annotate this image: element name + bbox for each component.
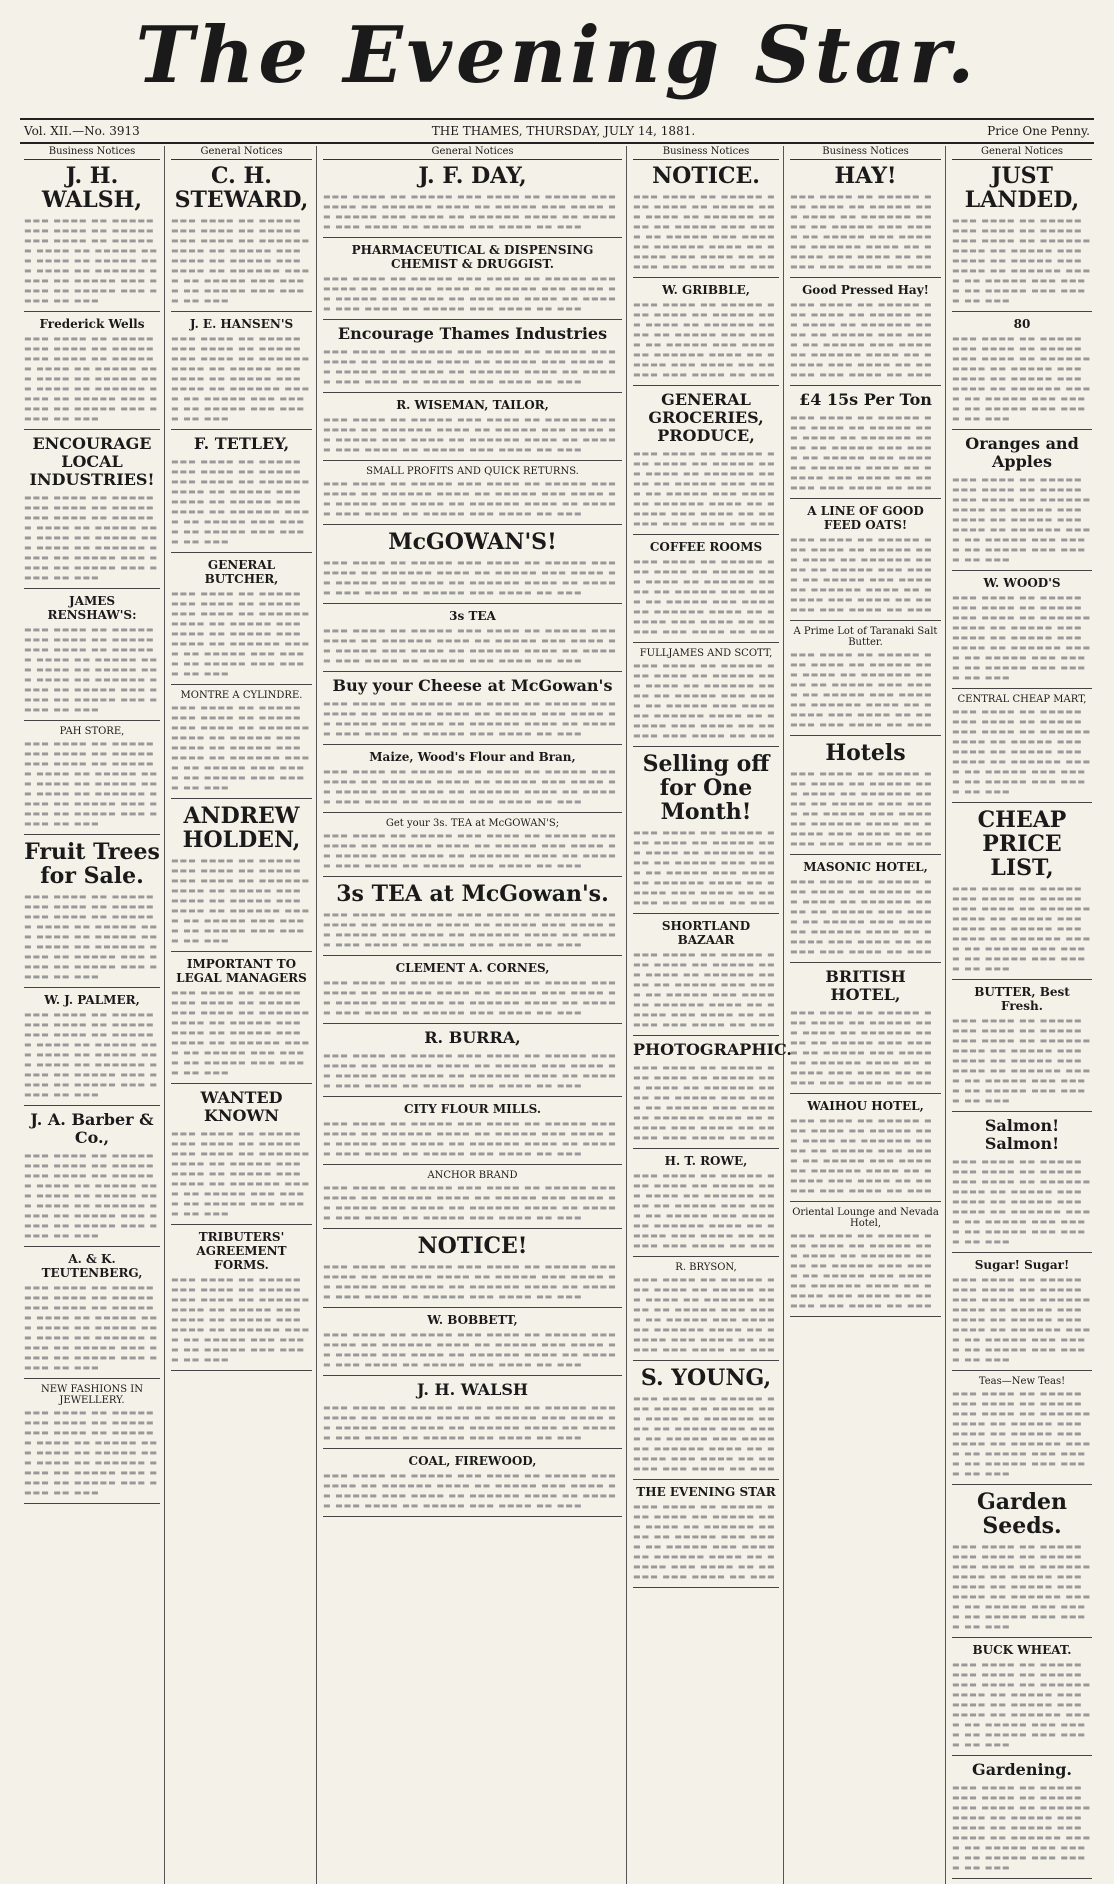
- divider: [952, 688, 1092, 689]
- ad-headline: GENERAL BUTCHER,: [204, 558, 279, 586]
- newspaper-title: The Evening Star.: [135, 10, 979, 101]
- ad-headline: BUCK WHEAT.: [972, 1643, 1072, 1657]
- divider: [24, 1105, 160, 1106]
- ad-headline: R. BURRA,: [424, 1028, 521, 1047]
- ad-body-text: ▬▬▬ ▬▬▬▬ ▬▬ ▬▬▬▬▬ ▬▬▬ ▬▬▬▬ ▬▬ ▬▬▬▬▬ ▬▬▬ ▬▬▬▬ ▬▬ ▬▬▬▬▬▬ ▬▬▬▬ ▬▬ ▬▬▬▬▬ ▬▬▬ ▬▬▬▬ ▬▬ ▬▬▬▬▬ ▬▬▬ ▬▬▬▬ ▬▬ ▬▬▬▬▬▬ ▬▬▬▬ ▬▬ ▬▬▬▬▬ ▬▬▬ ▬▬▬▬ ▬▬ ▬▬▬▬▬ ▬▬▬ ▬▬▬▬ ▬▬ ▬▬▬: [323, 1471, 617, 1510]
- divider: [790, 1316, 941, 1317]
- divider: [171, 684, 312, 685]
- divider: [323, 524, 622, 525]
- ad-headline: Garden Seeds.: [976, 1489, 1067, 1539]
- divider: [171, 798, 312, 799]
- ad-body-text: ▬▬▬ ▬▬▬▬ ▬▬ ▬▬▬▬▬ ▬▬▬ ▬▬▬▬ ▬▬ ▬▬▬▬▬ ▬▬▬ ▬▬▬▬ ▬▬ ▬▬▬▬▬▬ ▬▬▬▬ ▬▬ ▬▬▬▬▬ ▬▬▬ ▬▬▬▬ ▬▬ ▬▬▬▬▬ ▬▬▬ ▬▬▬▬ ▬▬ ▬▬▬▬▬▬ ▬▬▬▬ ▬▬ ▬▬▬▬▬ ▬▬▬ ▬▬▬▬ ▬▬ ▬▬▬▬▬ ▬▬▬ ▬▬▬▬ ▬▬ ▬▬▬: [24, 739, 158, 828]
- ad-body-text: ▬▬▬ ▬▬▬▬ ▬▬ ▬▬▬▬▬ ▬▬▬ ▬▬▬▬ ▬▬ ▬▬▬▬▬ ▬▬▬ ▬▬▬▬ ▬▬ ▬▬▬▬▬▬ ▬▬▬▬ ▬▬ ▬▬▬▬▬ ▬▬▬ ▬▬▬▬ ▬▬ ▬▬▬▬▬ ▬▬▬ ▬▬▬▬ ▬▬ ▬▬▬▬▬▬ ▬▬▬▬ ▬▬ ▬▬▬▬▬ ▬▬▬ ▬▬▬▬ ▬▬ ▬▬▬▬▬ ▬▬▬ ▬▬▬▬ ▬▬ ▬▬▬: [323, 831, 617, 870]
- divider: [323, 1516, 622, 1517]
- ad-body-text: ▬▬▬ ▬▬▬▬ ▬▬ ▬▬▬▬▬ ▬▬▬ ▬▬▬▬ ▬▬ ▬▬▬▬▬ ▬▬▬ ▬▬▬▬ ▬▬ ▬▬▬▬▬▬ ▬▬▬▬ ▬▬ ▬▬▬▬▬ ▬▬▬ ▬▬▬▬ ▬▬ ▬▬▬▬▬ ▬▬▬ ▬▬▬▬ ▬▬ ▬▬▬▬▬▬ ▬▬▬▬ ▬▬ ▬▬▬▬▬ ▬▬▬ ▬▬▬▬ ▬▬ ▬▬▬▬▬ ▬▬▬ ▬▬▬▬ ▬▬ ▬▬▬: [790, 1008, 933, 1087]
- divider: [171, 311, 312, 312]
- ad-body-text: ▬▬▬ ▬▬▬▬ ▬▬ ▬▬▬▬▬ ▬▬▬ ▬▬▬▬ ▬▬ ▬▬▬▬▬ ▬▬▬ ▬▬▬▬ ▬▬ ▬▬▬▬▬▬ ▬▬▬▬ ▬▬ ▬▬▬▬▬ ▬▬▬ ▬▬▬▬ ▬▬ ▬▬▬▬▬ ▬▬▬ ▬▬▬▬ ▬▬ ▬▬▬▬▬▬ ▬▬▬▬ ▬▬ ▬▬▬▬▬ ▬▬▬ ▬▬▬▬ ▬▬ ▬▬▬▬▬ ▬▬▬ ▬▬▬▬ ▬▬ ▬▬▬: [171, 1275, 311, 1364]
- ad-headline: J. H. WALSH: [416, 1380, 528, 1399]
- divider: [323, 1096, 622, 1097]
- ad-headline: Frederick Wells: [39, 317, 145, 331]
- ad-headline: A LINE OF GOOD FEED OATS!: [807, 504, 924, 532]
- divider: [952, 1484, 1092, 1485]
- ad-body-text: ▬▬▬ ▬▬▬▬ ▬▬ ▬▬▬▬▬ ▬▬▬ ▬▬▬▬ ▬▬ ▬▬▬▬▬ ▬▬▬ ▬▬▬▬ ▬▬ ▬▬▬▬▬▬ ▬▬▬▬ ▬▬ ▬▬▬▬▬ ▬▬▬ ▬▬▬▬ ▬▬ ▬▬▬▬▬ ▬▬▬ ▬▬▬▬ ▬▬ ▬▬▬▬▬▬ ▬▬▬▬ ▬▬ ▬▬▬▬▬ ▬▬▬ ▬▬▬▬ ▬▬ ▬▬▬▬▬ ▬▬▬ ▬▬▬▬ ▬▬ ▬▬▬: [323, 274, 617, 313]
- ad-body-text: ▬▬▬ ▬▬▬▬ ▬▬ ▬▬▬▬▬ ▬▬▬ ▬▬▬▬ ▬▬ ▬▬▬▬▬ ▬▬▬ ▬▬▬▬ ▬▬ ▬▬▬▬▬▬ ▬▬▬▬ ▬▬ ▬▬▬▬▬ ▬▬▬ ▬▬▬▬ ▬▬ ▬▬▬▬▬ ▬▬▬ ▬▬▬▬ ▬▬ ▬▬▬▬▬▬ ▬▬▬▬ ▬▬ ▬▬▬▬▬ ▬▬▬ ▬▬▬▬ ▬▬ ▬▬▬▬▬ ▬▬▬ ▬▬▬▬ ▬▬ ▬▬▬: [790, 877, 933, 956]
- ad-headline: BUTTER, Best Fresh.: [974, 985, 1070, 1013]
- ad-body-text: ▬▬▬ ▬▬▬▬ ▬▬ ▬▬▬▬▬ ▬▬▬ ▬▬▬▬ ▬▬ ▬▬▬▬▬ ▬▬▬ ▬▬▬▬ ▬▬ ▬▬▬▬▬▬ ▬▬▬▬ ▬▬ ▬▬▬▬▬ ▬▬▬ ▬▬▬▬ ▬▬ ▬▬▬▬▬ ▬▬▬ ▬▬▬▬ ▬▬ ▬▬▬▬▬▬ ▬▬▬▬ ▬▬ ▬▬▬▬▬ ▬▬▬ ▬▬▬▬ ▬▬ ▬▬▬▬▬ ▬▬▬ ▬▬▬▬ ▬▬ ▬▬▬: [633, 1063, 776, 1142]
- ad-headline: THE EVENING STAR: [636, 1485, 776, 1499]
- ad-body-text: ▬▬▬ ▬▬▬▬ ▬▬ ▬▬▬▬▬ ▬▬▬ ▬▬▬▬ ▬▬ ▬▬▬▬▬ ▬▬▬ ▬▬▬▬ ▬▬ ▬▬▬▬▬▬ ▬▬▬▬ ▬▬ ▬▬▬▬▬ ▬▬▬ ▬▬▬▬ ▬▬ ▬▬▬▬▬ ▬▬▬ ▬▬▬▬ ▬▬ ▬▬▬▬▬▬ ▬▬▬▬ ▬▬ ▬▬▬▬▬ ▬▬▬ ▬▬▬▬ ▬▬ ▬▬▬▬▬ ▬▬▬ ▬▬▬▬ ▬▬ ▬▬▬: [323, 910, 617, 949]
- divider: [790, 854, 941, 855]
- divider: [24, 1378, 160, 1379]
- ad-body-text: ▬▬▬ ▬▬▬▬ ▬▬ ▬▬▬▬▬ ▬▬▬ ▬▬▬▬ ▬▬ ▬▬▬▬▬ ▬▬▬ ▬▬▬▬ ▬▬ ▬▬▬▬▬▬ ▬▬▬▬ ▬▬ ▬▬▬▬▬ ▬▬▬ ▬▬▬▬ ▬▬ ▬▬▬▬▬ ▬▬▬ ▬▬▬▬ ▬▬ ▬▬▬▬▬▬ ▬▬▬▬ ▬▬ ▬▬▬▬▬ ▬▬▬ ▬▬▬▬ ▬▬ ▬▬▬▬▬ ▬▬▬ ▬▬▬▬ ▬▬ ▬▬▬: [790, 535, 933, 614]
- divider: [952, 429, 1092, 430]
- ad-headline: TRIBUTERS' AGREEMENT FORMS.: [196, 1230, 287, 1272]
- ad-body-text: ▬▬▬ ▬▬▬▬ ▬▬ ▬▬▬▬▬ ▬▬▬ ▬▬▬▬ ▬▬ ▬▬▬▬▬ ▬▬▬ ▬▬▬▬ ▬▬ ▬▬▬▬▬▬ ▬▬▬▬ ▬▬ ▬▬▬▬▬ ▬▬▬ ▬▬▬▬ ▬▬ ▬▬▬▬▬ ▬▬▬ ▬▬▬▬ ▬▬ ▬▬▬▬▬▬ ▬▬▬▬ ▬▬ ▬▬▬▬▬ ▬▬▬ ▬▬▬▬ ▬▬ ▬▬▬▬▬ ▬▬▬ ▬▬▬▬ ▬▬ ▬▬▬: [633, 449, 776, 528]
- divider: [952, 1637, 1092, 1638]
- divider: [171, 951, 312, 952]
- column-5: [786, 146, 946, 1884]
- ad-body-text: ▬▬▬ ▬▬▬▬ ▬▬ ▬▬▬▬▬ ▬▬▬ ▬▬▬▬ ▬▬ ▬▬▬▬▬ ▬▬▬ ▬▬▬▬ ▬▬ ▬▬▬▬▬▬ ▬▬▬▬ ▬▬ ▬▬▬▬▬ ▬▬▬ ▬▬▬▬ ▬▬ ▬▬▬▬▬ ▬▬▬ ▬▬▬▬ ▬▬ ▬▬▬▬▬▬ ▬▬▬▬ ▬▬ ▬▬▬▬▬ ▬▬▬ ▬▬▬▬ ▬▬ ▬▬▬▬▬ ▬▬▬ ▬▬▬▬ ▬▬ ▬▬▬: [952, 1660, 1092, 1749]
- ad-body-text: ▬▬▬ ▬▬▬▬ ▬▬ ▬▬▬▬▬ ▬▬▬ ▬▬▬▬ ▬▬ ▬▬▬▬▬ ▬▬▬ ▬▬▬▬ ▬▬ ▬▬▬▬▬▬ ▬▬▬▬ ▬▬ ▬▬▬▬▬ ▬▬▬ ▬▬▬▬ ▬▬ ▬▬▬▬▬ ▬▬▬ ▬▬▬▬ ▬▬ ▬▬▬▬▬▬ ▬▬▬▬ ▬▬ ▬▬▬▬▬ ▬▬▬ ▬▬▬▬ ▬▬ ▬▬▬▬▬ ▬▬▬ ▬▬▬▬ ▬▬ ▬▬▬: [952, 1275, 1092, 1364]
- column-heading: Business Notices: [633, 146, 779, 160]
- divider: [790, 277, 941, 278]
- ad-headline: A Prime Lot of Taranaki Salt Butter.: [793, 626, 938, 648]
- ad-headline: Oriental Lounge and Nevada Hotel,: [792, 1207, 939, 1229]
- ad-body-text: ▬▬▬ ▬▬▬▬ ▬▬ ▬▬▬▬▬ ▬▬▬ ▬▬▬▬ ▬▬ ▬▬▬▬▬ ▬▬▬ ▬▬▬▬ ▬▬ ▬▬▬▬▬▬ ▬▬▬▬ ▬▬ ▬▬▬▬▬ ▬▬▬ ▬▬▬▬ ▬▬ ▬▬▬▬▬ ▬▬▬ ▬▬▬▬ ▬▬ ▬▬▬▬▬▬ ▬▬▬▬ ▬▬ ▬▬▬▬▬ ▬▬▬ ▬▬▬▬ ▬▬ ▬▬▬▬▬ ▬▬▬ ▬▬▬▬ ▬▬ ▬▬▬: [323, 192, 617, 231]
- divider: [323, 1228, 622, 1229]
- ad-body-text: ▬▬▬ ▬▬▬▬ ▬▬ ▬▬▬▬▬ ▬▬▬ ▬▬▬▬ ▬▬ ▬▬▬▬▬ ▬▬▬ ▬▬▬▬ ▬▬ ▬▬▬▬▬▬ ▬▬▬▬ ▬▬ ▬▬▬▬▬ ▬▬▬ ▬▬▬▬ ▬▬ ▬▬▬▬▬ ▬▬▬ ▬▬▬▬ ▬▬ ▬▬▬▬▬▬ ▬▬▬▬ ▬▬ ▬▬▬▬▬ ▬▬▬ ▬▬▬▬ ▬▬ ▬▬▬▬▬ ▬▬▬ ▬▬▬▬ ▬▬ ▬▬▬: [323, 1119, 617, 1158]
- divider: [633, 1360, 779, 1361]
- ad-headline: BRITISH HOTEL,: [825, 967, 906, 1004]
- ad-headline: Sugar! Sugar!: [974, 1258, 1070, 1272]
- ad-body-text: ▬▬▬ ▬▬▬▬ ▬▬ ▬▬▬▬▬ ▬▬▬ ▬▬▬▬ ▬▬ ▬▬▬▬▬ ▬▬▬ ▬▬▬▬ ▬▬ ▬▬▬▬▬▬ ▬▬▬▬ ▬▬ ▬▬▬▬▬ ▬▬▬ ▬▬▬▬ ▬▬ ▬▬▬▬▬ ▬▬▬ ▬▬▬▬ ▬▬ ▬▬▬▬▬▬ ▬▬▬▬ ▬▬ ▬▬▬▬▬ ▬▬▬ ▬▬▬▬ ▬▬ ▬▬▬▬▬ ▬▬▬ ▬▬▬▬ ▬▬ ▬▬▬: [323, 558, 617, 597]
- ad-body-text: ▬▬▬ ▬▬▬▬ ▬▬ ▬▬▬▬▬ ▬▬▬ ▬▬▬▬ ▬▬ ▬▬▬▬▬ ▬▬▬ ▬▬▬▬ ▬▬ ▬▬▬▬▬▬ ▬▬▬▬ ▬▬ ▬▬▬▬▬ ▬▬▬ ▬▬▬▬ ▬▬ ▬▬▬▬▬ ▬▬▬ ▬▬▬▬ ▬▬ ▬▬▬▬▬▬ ▬▬▬▬ ▬▬ ▬▬▬▬▬ ▬▬▬ ▬▬▬▬ ▬▬ ▬▬▬▬▬ ▬▬▬ ▬▬▬▬ ▬▬ ▬▬▬: [323, 1183, 617, 1222]
- ad-headline: CLEMENT A. CORNES,: [395, 961, 550, 975]
- ad-body-text: ▬▬▬ ▬▬▬▬ ▬▬ ▬▬▬▬▬ ▬▬▬ ▬▬▬▬ ▬▬ ▬▬▬▬▬ ▬▬▬ ▬▬▬▬ ▬▬ ▬▬▬▬▬▬ ▬▬▬▬ ▬▬ ▬▬▬▬▬ ▬▬▬ ▬▬▬▬ ▬▬ ▬▬▬▬▬ ▬▬▬ ▬▬▬▬ ▬▬ ▬▬▬▬▬▬ ▬▬▬▬ ▬▬ ▬▬▬▬▬ ▬▬▬ ▬▬▬▬ ▬▬ ▬▬▬▬▬ ▬▬▬ ▬▬▬▬ ▬▬ ▬▬▬: [24, 1010, 158, 1099]
- column-heading: General Notices: [952, 146, 1092, 160]
- divider: [790, 962, 941, 963]
- column-1: [20, 146, 165, 1884]
- column-heading: Business Notices: [24, 146, 160, 160]
- divider: [790, 620, 941, 621]
- divider: [24, 1246, 160, 1247]
- divider: [24, 429, 160, 430]
- ad-headline: J. H. WALSH,: [41, 163, 143, 213]
- divider: [952, 802, 1092, 803]
- ad-body-text: ▬▬▬ ▬▬▬▬ ▬▬ ▬▬▬▬▬ ▬▬▬ ▬▬▬▬ ▬▬ ▬▬▬▬▬ ▬▬▬ ▬▬▬▬ ▬▬ ▬▬▬▬▬▬ ▬▬▬▬ ▬▬ ▬▬▬▬▬ ▬▬▬ ▬▬▬▬ ▬▬ ▬▬▬▬▬ ▬▬▬ ▬▬▬▬ ▬▬ ▬▬▬▬▬▬ ▬▬▬▬ ▬▬ ▬▬▬▬▬ ▬▬▬ ▬▬▬▬ ▬▬ ▬▬▬▬▬ ▬▬▬ ▬▬▬▬ ▬▬ ▬▬▬: [790, 1116, 933, 1195]
- divider: [633, 746, 779, 747]
- ad-body-text: ▬▬▬ ▬▬▬▬ ▬▬ ▬▬▬▬▬ ▬▬▬ ▬▬▬▬ ▬▬ ▬▬▬▬▬ ▬▬▬ ▬▬▬▬ ▬▬ ▬▬▬▬▬▬ ▬▬▬▬ ▬▬ ▬▬▬▬▬ ▬▬▬ ▬▬▬▬ ▬▬ ▬▬▬▬▬ ▬▬▬ ▬▬▬▬ ▬▬ ▬▬▬▬▬▬ ▬▬▬▬ ▬▬ ▬▬▬▬▬ ▬▬▬ ▬▬▬▬ ▬▬ ▬▬▬▬▬ ▬▬▬ ▬▬▬▬ ▬▬ ▬▬▬: [633, 1502, 776, 1581]
- ad-body-text: ▬▬▬ ▬▬▬▬ ▬▬ ▬▬▬▬▬ ▬▬▬ ▬▬▬▬ ▬▬ ▬▬▬▬▬ ▬▬▬ ▬▬▬▬ ▬▬ ▬▬▬▬▬▬ ▬▬▬▬ ▬▬ ▬▬▬▬▬ ▬▬▬ ▬▬▬▬ ▬▬ ▬▬▬▬▬ ▬▬▬ ▬▬▬▬ ▬▬ ▬▬▬▬▬▬ ▬▬▬▬ ▬▬ ▬▬▬▬▬ ▬▬▬ ▬▬▬▬ ▬▬ ▬▬▬▬▬ ▬▬▬ ▬▬▬▬ ▬▬ ▬▬▬: [171, 1129, 311, 1218]
- price: Price One Penny.: [987, 124, 1090, 138]
- ad-headline: Good Pressed Hay!: [802, 283, 929, 297]
- divider: [171, 1224, 312, 1225]
- divider: [952, 570, 1092, 571]
- ad-body-text: ▬▬▬ ▬▬▬▬ ▬▬ ▬▬▬▬▬ ▬▬▬ ▬▬▬▬ ▬▬ ▬▬▬▬▬ ▬▬▬ ▬▬▬▬ ▬▬ ▬▬▬▬▬▬ ▬▬▬▬ ▬▬ ▬▬▬▬▬ ▬▬▬ ▬▬▬▬ ▬▬ ▬▬▬▬▬ ▬▬▬ ▬▬▬▬ ▬▬ ▬▬▬▬▬▬ ▬▬▬▬ ▬▬ ▬▬▬▬▬ ▬▬▬ ▬▬▬▬ ▬▬ ▬▬▬▬▬ ▬▬▬ ▬▬▬▬ ▬▬ ▬▬▬: [24, 1408, 158, 1497]
- ad-body-text: ▬▬▬ ▬▬▬▬ ▬▬ ▬▬▬▬▬ ▬▬▬ ▬▬▬▬ ▬▬ ▬▬▬▬▬ ▬▬▬ ▬▬▬▬ ▬▬ ▬▬▬▬▬▬ ▬▬▬▬ ▬▬ ▬▬▬▬▬ ▬▬▬ ▬▬▬▬ ▬▬ ▬▬▬▬▬ ▬▬▬ ▬▬▬▬ ▬▬ ▬▬▬▬▬▬ ▬▬▬▬ ▬▬ ▬▬▬▬▬ ▬▬▬ ▬▬▬▬ ▬▬ ▬▬▬▬▬ ▬▬▬ ▬▬▬▬ ▬▬ ▬▬▬: [633, 557, 776, 636]
- ad-headline: H. T. ROWE,: [664, 1154, 748, 1168]
- ad-headline: MASONIC HOTEL,: [803, 860, 928, 874]
- ad-headline: ANCHOR BRAND: [427, 1170, 518, 1181]
- divider: [171, 1083, 312, 1084]
- ad-headline: S. YOUNG,: [640, 1365, 772, 1391]
- ad-headline: PHARMACEUTICAL & DISPENSING CHEMIST & DRUGGIST.: [351, 243, 594, 271]
- ad-headline: SMALL PROFITS AND QUICK RETURNS.: [366, 466, 579, 477]
- ad-body-text: ▬▬▬ ▬▬▬▬ ▬▬ ▬▬▬▬▬ ▬▬▬ ▬▬▬▬ ▬▬ ▬▬▬▬▬ ▬▬▬ ▬▬▬▬ ▬▬ ▬▬▬▬▬▬ ▬▬▬▬ ▬▬ ▬▬▬▬▬ ▬▬▬ ▬▬▬▬ ▬▬ ▬▬▬▬▬ ▬▬▬ ▬▬▬▬ ▬▬ ▬▬▬▬▬▬ ▬▬▬▬ ▬▬ ▬▬▬▬▬ ▬▬▬ ▬▬▬▬ ▬▬ ▬▬▬▬▬ ▬▬▬ ▬▬▬▬ ▬▬ ▬▬▬: [323, 626, 617, 665]
- divider: [323, 319, 622, 320]
- ad-body-text: ▬▬▬ ▬▬▬▬ ▬▬ ▬▬▬▬▬ ▬▬▬ ▬▬▬▬ ▬▬ ▬▬▬▬▬ ▬▬▬ ▬▬▬▬ ▬▬ ▬▬▬▬▬▬ ▬▬▬▬ ▬▬ ▬▬▬▬▬ ▬▬▬ ▬▬▬▬ ▬▬ ▬▬▬▬▬ ▬▬▬ ▬▬▬▬ ▬▬ ▬▬▬▬▬▬ ▬▬▬▬ ▬▬ ▬▬▬▬▬ ▬▬▬ ▬▬▬▬ ▬▬ ▬▬▬▬▬ ▬▬▬ ▬▬▬▬ ▬▬ ▬▬▬: [952, 1389, 1092, 1478]
- divider: [790, 498, 941, 499]
- ad-headline: ANDREW HOLDEN,: [182, 803, 301, 853]
- divider: [633, 1256, 779, 1257]
- ad-headline: FULLJAMES AND SCOTT,: [639, 648, 773, 659]
- ad-body-text: ▬▬▬ ▬▬▬▬ ▬▬ ▬▬▬▬▬ ▬▬▬ ▬▬▬▬ ▬▬ ▬▬▬▬▬ ▬▬▬ ▬▬▬▬ ▬▬ ▬▬▬▬▬▬ ▬▬▬▬ ▬▬ ▬▬▬▬▬ ▬▬▬ ▬▬▬▬ ▬▬ ▬▬▬▬▬ ▬▬▬ ▬▬▬▬ ▬▬ ▬▬▬▬▬▬ ▬▬▬▬ ▬▬ ▬▬▬▬▬ ▬▬▬ ▬▬▬▬ ▬▬ ▬▬▬▬▬ ▬▬▬ ▬▬▬▬ ▬▬ ▬▬▬: [952, 884, 1092, 973]
- divider: [171, 552, 312, 553]
- column-heading: Business Notices: [790, 146, 941, 160]
- ad-body-text: ▬▬▬ ▬▬▬▬ ▬▬ ▬▬▬▬▬ ▬▬▬ ▬▬▬▬ ▬▬ ▬▬▬▬▬ ▬▬▬ ▬▬▬▬ ▬▬ ▬▬▬▬▬▬ ▬▬▬▬ ▬▬ ▬▬▬▬▬ ▬▬▬ ▬▬▬▬ ▬▬ ▬▬▬▬▬ ▬▬▬ ▬▬▬▬ ▬▬ ▬▬▬▬▬▬ ▬▬▬▬ ▬▬ ▬▬▬▬▬ ▬▬▬ ▬▬▬▬ ▬▬ ▬▬▬▬▬ ▬▬▬ ▬▬▬▬ ▬▬ ▬▬▬: [790, 769, 933, 848]
- ad-body-text: ▬▬▬ ▬▬▬▬ ▬▬ ▬▬▬▬▬ ▬▬▬ ▬▬▬▬ ▬▬ ▬▬▬▬▬ ▬▬▬ ▬▬▬▬ ▬▬ ▬▬▬▬▬▬ ▬▬▬▬ ▬▬ ▬▬▬▬▬ ▬▬▬ ▬▬▬▬ ▬▬ ▬▬▬▬▬ ▬▬▬ ▬▬▬▬ ▬▬ ▬▬▬▬▬▬ ▬▬▬▬ ▬▬ ▬▬▬▬▬ ▬▬▬ ▬▬▬▬ ▬▬ ▬▬▬▬▬ ▬▬▬ ▬▬▬▬ ▬▬ ▬▬▬: [790, 300, 933, 379]
- ad-body-text: ▬▬▬ ▬▬▬▬ ▬▬ ▬▬▬▬▬ ▬▬▬ ▬▬▬▬ ▬▬ ▬▬▬▬▬ ▬▬▬ ▬▬▬▬ ▬▬ ▬▬▬▬▬▬ ▬▬▬▬ ▬▬ ▬▬▬▬▬ ▬▬▬ ▬▬▬▬ ▬▬ ▬▬▬▬▬ ▬▬▬ ▬▬▬▬ ▬▬ ▬▬▬▬▬▬ ▬▬▬▬ ▬▬ ▬▬▬▬▬ ▬▬▬ ▬▬▬▬ ▬▬ ▬▬▬▬▬ ▬▬▬ ▬▬▬▬ ▬▬ ▬▬▬: [323, 1262, 617, 1301]
- ad-body-text: ▬▬▬ ▬▬▬▬ ▬▬ ▬▬▬▬▬ ▬▬▬ ▬▬▬▬ ▬▬ ▬▬▬▬▬ ▬▬▬ ▬▬▬▬ ▬▬ ▬▬▬▬▬▬ ▬▬▬▬ ▬▬ ▬▬▬▬▬ ▬▬▬ ▬▬▬▬ ▬▬ ▬▬▬▬▬ ▬▬▬ ▬▬▬▬ ▬▬ ▬▬▬▬▬▬ ▬▬▬▬ ▬▬ ▬▬▬▬▬ ▬▬▬ ▬▬▬▬ ▬▬ ▬▬▬▬▬ ▬▬▬ ▬▬▬▬ ▬▬ ▬▬▬: [790, 1231, 933, 1310]
- divider: [323, 1448, 622, 1449]
- ad-headline: JUST LANDED,: [964, 163, 1080, 213]
- divider: [24, 987, 160, 988]
- ad-body-text: ▬▬▬ ▬▬▬▬ ▬▬ ▬▬▬▬▬ ▬▬▬ ▬▬▬▬ ▬▬ ▬▬▬▬▬ ▬▬▬ ▬▬▬▬ ▬▬ ▬▬▬▬▬▬ ▬▬▬▬ ▬▬ ▬▬▬▬▬ ▬▬▬ ▬▬▬▬ ▬▬ ▬▬▬▬▬ ▬▬▬ ▬▬▬▬ ▬▬ ▬▬▬▬▬▬ ▬▬▬▬ ▬▬ ▬▬▬▬▬ ▬▬▬ ▬▬▬▬ ▬▬ ▬▬▬▬▬ ▬▬▬ ▬▬▬▬ ▬▬ ▬▬▬: [171, 856, 311, 945]
- ad-headline: PHOTOGRAPHIC.: [633, 1040, 792, 1059]
- divider: [323, 1164, 622, 1165]
- ad-headline: NEW FASHIONS IN JEWELLERY.: [41, 1384, 143, 1406]
- ad-headline: W. GRIBBLE,: [662, 283, 750, 297]
- ad-headline: NOTICE.: [652, 163, 760, 189]
- newspaper-columns: [20, 146, 1094, 1872]
- ad-body-text: ▬▬▬ ▬▬▬▬ ▬▬ ▬▬▬▬▬ ▬▬▬ ▬▬▬▬ ▬▬ ▬▬▬▬▬ ▬▬▬ ▬▬▬▬ ▬▬ ▬▬▬▬▬▬ ▬▬▬▬ ▬▬ ▬▬▬▬▬ ▬▬▬ ▬▬▬▬ ▬▬ ▬▬▬▬▬ ▬▬▬ ▬▬▬▬ ▬▬ ▬▬▬▬▬▬ ▬▬▬▬ ▬▬ ▬▬▬▬▬ ▬▬▬ ▬▬▬▬ ▬▬ ▬▬▬▬▬ ▬▬▬ ▬▬▬▬ ▬▬ ▬▬▬: [171, 216, 311, 305]
- dateline: [20, 118, 1094, 144]
- ad-body-text: ▬▬▬ ▬▬▬▬ ▬▬ ▬▬▬▬▬ ▬▬▬ ▬▬▬▬ ▬▬ ▬▬▬▬▬ ▬▬▬ ▬▬▬▬ ▬▬ ▬▬▬▬▬▬ ▬▬▬▬ ▬▬ ▬▬▬▬▬ ▬▬▬ ▬▬▬▬ ▬▬ ▬▬▬▬▬ ▬▬▬ ▬▬▬▬ ▬▬ ▬▬▬▬▬▬ ▬▬▬▬ ▬▬ ▬▬▬▬▬ ▬▬▬ ▬▬▬▬ ▬▬ ▬▬▬▬▬ ▬▬▬ ▬▬▬▬ ▬▬ ▬▬▬: [952, 1157, 1092, 1246]
- divider: [323, 392, 622, 393]
- divider: [323, 955, 622, 956]
- ad-body-text: ▬▬▬ ▬▬▬▬ ▬▬ ▬▬▬▬▬ ▬▬▬ ▬▬▬▬ ▬▬ ▬▬▬▬▬ ▬▬▬ ▬▬▬▬ ▬▬ ▬▬▬▬▬▬ ▬▬▬▬ ▬▬ ▬▬▬▬▬ ▬▬▬ ▬▬▬▬ ▬▬ ▬▬▬▬▬ ▬▬▬ ▬▬▬▬ ▬▬ ▬▬▬▬▬▬ ▬▬▬▬ ▬▬ ▬▬▬▬▬ ▬▬▬ ▬▬▬▬ ▬▬ ▬▬▬▬▬ ▬▬▬ ▬▬▬▬ ▬▬ ▬▬▬: [633, 828, 776, 907]
- ad-body-text: ▬▬▬ ▬▬▬▬ ▬▬ ▬▬▬▬▬ ▬▬▬ ▬▬▬▬ ▬▬ ▬▬▬▬▬ ▬▬▬ ▬▬▬▬ ▬▬ ▬▬▬▬▬▬ ▬▬▬▬ ▬▬ ▬▬▬▬▬ ▬▬▬ ▬▬▬▬ ▬▬ ▬▬▬▬▬ ▬▬▬ ▬▬▬▬ ▬▬ ▬▬▬▬▬▬ ▬▬▬▬ ▬▬ ▬▬▬▬▬ ▬▬▬ ▬▬▬▬ ▬▬ ▬▬▬▬▬ ▬▬▬ ▬▬▬▬ ▬▬ ▬▬▬: [633, 950, 776, 1029]
- divider: [952, 1252, 1092, 1253]
- ad-headline: A. & K. TEUTENBERG,: [41, 1252, 143, 1280]
- divider: [633, 385, 779, 386]
- ad-headline: Encourage Thames Industries: [337, 324, 608, 343]
- ad-body-text: ▬▬▬ ▬▬▬▬ ▬▬ ▬▬▬▬▬ ▬▬▬ ▬▬▬▬ ▬▬ ▬▬▬▬▬ ▬▬▬ ▬▬▬▬ ▬▬ ▬▬▬▬▬▬ ▬▬▬▬ ▬▬ ▬▬▬▬▬ ▬▬▬ ▬▬▬▬ ▬▬ ▬▬▬▬▬ ▬▬▬ ▬▬▬▬ ▬▬ ▬▬▬▬▬▬ ▬▬▬▬ ▬▬ ▬▬▬▬▬ ▬▬▬ ▬▬▬▬ ▬▬ ▬▬▬▬▬ ▬▬▬ ▬▬▬▬ ▬▬ ▬▬▬: [952, 216, 1092, 305]
- ad-body-text: ▬▬▬ ▬▬▬▬ ▬▬ ▬▬▬▬▬ ▬▬▬ ▬▬▬▬ ▬▬ ▬▬▬▬▬ ▬▬▬ ▬▬▬▬ ▬▬ ▬▬▬▬▬▬ ▬▬▬▬ ▬▬ ▬▬▬▬▬ ▬▬▬ ▬▬▬▬ ▬▬ ▬▬▬▬▬ ▬▬▬ ▬▬▬▬ ▬▬ ▬▬▬▬▬▬ ▬▬▬▬ ▬▬ ▬▬▬▬▬ ▬▬▬ ▬▬▬▬ ▬▬ ▬▬▬▬▬ ▬▬▬ ▬▬▬▬ ▬▬ ▬▬▬: [323, 347, 617, 386]
- ad-headline: WANTED KNOWN: [200, 1088, 283, 1125]
- ad-headline: C. H. STEWARD,: [174, 163, 309, 213]
- ad-headline: WAIHOU HOTEL,: [807, 1099, 924, 1113]
- ad-body-text: ▬▬▬ ▬▬▬▬ ▬▬ ▬▬▬▬▬ ▬▬▬ ▬▬▬▬ ▬▬ ▬▬▬▬▬ ▬▬▬ ▬▬▬▬ ▬▬ ▬▬▬▬▬▬ ▬▬▬▬ ▬▬ ▬▬▬▬▬ ▬▬▬ ▬▬▬▬ ▬▬ ▬▬▬▬▬ ▬▬▬ ▬▬▬▬ ▬▬ ▬▬▬▬▬▬ ▬▬▬▬ ▬▬ ▬▬▬▬▬ ▬▬▬ ▬▬▬▬ ▬▬ ▬▬▬▬▬ ▬▬▬ ▬▬▬▬ ▬▬ ▬▬▬: [952, 334, 1092, 423]
- ad-headline: F. TETLEY,: [193, 434, 290, 453]
- ad-body-text: ▬▬▬ ▬▬▬▬ ▬▬ ▬▬▬▬▬ ▬▬▬ ▬▬▬▬ ▬▬ ▬▬▬▬▬ ▬▬▬ ▬▬▬▬ ▬▬ ▬▬▬▬▬▬ ▬▬▬▬ ▬▬ ▬▬▬▬▬ ▬▬▬ ▬▬▬▬ ▬▬ ▬▬▬▬▬ ▬▬▬ ▬▬▬▬ ▬▬ ▬▬▬▬▬▬ ▬▬▬▬ ▬▬ ▬▬▬▬▬ ▬▬▬ ▬▬▬▬ ▬▬ ▬▬▬▬▬ ▬▬▬ ▬▬▬▬ ▬▬ ▬▬▬: [171, 988, 311, 1077]
- ad-headline: GENERAL GROCERIES, PRODUCE,: [648, 390, 764, 445]
- divider: [323, 237, 622, 238]
- ad-body-text: ▬▬▬ ▬▬▬▬ ▬▬ ▬▬▬▬▬ ▬▬▬ ▬▬▬▬ ▬▬ ▬▬▬▬▬ ▬▬▬ ▬▬▬▬ ▬▬ ▬▬▬▬▬▬ ▬▬▬▬ ▬▬ ▬▬▬▬▬ ▬▬▬ ▬▬▬▬ ▬▬ ▬▬▬▬▬ ▬▬▬ ▬▬▬▬ ▬▬ ▬▬▬▬▬▬ ▬▬▬▬ ▬▬ ▬▬▬▬▬ ▬▬▬ ▬▬▬▬ ▬▬ ▬▬▬▬▬ ▬▬▬ ▬▬▬▬ ▬▬ ▬▬▬: [633, 192, 776, 271]
- ad-headline: Teas—New Teas!: [978, 1376, 1066, 1387]
- divider: [633, 1035, 779, 1036]
- divider: [633, 534, 779, 535]
- ad-headline: W. WOOD'S: [983, 576, 1061, 590]
- ad-body-text: ▬▬▬ ▬▬▬▬ ▬▬ ▬▬▬▬▬ ▬▬▬ ▬▬▬▬ ▬▬ ▬▬▬▬▬ ▬▬▬ ▬▬▬▬ ▬▬ ▬▬▬▬▬▬ ▬▬▬▬ ▬▬ ▬▬▬▬▬ ▬▬▬ ▬▬▬▬ ▬▬ ▬▬▬▬▬ ▬▬▬ ▬▬▬▬ ▬▬ ▬▬▬▬▬▬ ▬▬▬▬ ▬▬ ▬▬▬▬▬ ▬▬▬ ▬▬▬▬ ▬▬ ▬▬▬▬▬ ▬▬▬ ▬▬▬▬ ▬▬ ▬▬▬: [952, 1783, 1092, 1872]
- ad-body-text: ▬▬▬ ▬▬▬▬ ▬▬ ▬▬▬▬▬ ▬▬▬ ▬▬▬▬ ▬▬ ▬▬▬▬▬ ▬▬▬ ▬▬▬▬ ▬▬ ▬▬▬▬▬▬ ▬▬▬▬ ▬▬ ▬▬▬▬▬ ▬▬▬ ▬▬▬▬ ▬▬ ▬▬▬▬▬ ▬▬▬ ▬▬▬▬ ▬▬ ▬▬▬▬▬▬ ▬▬▬▬ ▬▬ ▬▬▬▬▬ ▬▬▬ ▬▬▬▬ ▬▬ ▬▬▬▬▬ ▬▬▬ ▬▬▬▬ ▬▬ ▬▬▬: [24, 892, 158, 981]
- ad-body-text: ▬▬▬ ▬▬▬▬ ▬▬ ▬▬▬▬▬ ▬▬▬ ▬▬▬▬ ▬▬ ▬▬▬▬▬ ▬▬▬ ▬▬▬▬ ▬▬ ▬▬▬▬▬▬ ▬▬▬▬ ▬▬ ▬▬▬▬▬ ▬▬▬ ▬▬▬▬ ▬▬ ▬▬▬▬▬ ▬▬▬ ▬▬▬▬ ▬▬ ▬▬▬▬▬▬ ▬▬▬▬ ▬▬ ▬▬▬▬▬ ▬▬▬ ▬▬▬▬ ▬▬ ▬▬▬▬▬ ▬▬▬ ▬▬▬▬ ▬▬ ▬▬▬: [790, 413, 933, 492]
- ad-body-text: ▬▬▬ ▬▬▬▬ ▬▬ ▬▬▬▬▬ ▬▬▬ ▬▬▬▬ ▬▬ ▬▬▬▬▬ ▬▬▬ ▬▬▬▬ ▬▬ ▬▬▬▬▬▬ ▬▬▬▬ ▬▬ ▬▬▬▬▬ ▬▬▬ ▬▬▬▬ ▬▬ ▬▬▬▬▬ ▬▬▬ ▬▬▬▬ ▬▬ ▬▬▬▬▬▬ ▬▬▬▬ ▬▬ ▬▬▬▬▬ ▬▬▬ ▬▬▬▬ ▬▬ ▬▬▬▬▬ ▬▬▬ ▬▬▬▬ ▬▬ ▬▬▬: [952, 707, 1092, 796]
- ad-headline: Selling off for One Month!: [642, 751, 770, 825]
- divider: [323, 603, 622, 604]
- ad-headline: Salmon! Salmon!: [984, 1116, 1060, 1153]
- divider: [24, 588, 160, 589]
- ad-headline: ENCOURAGE LOCAL INDUSTRIES!: [29, 434, 155, 489]
- ad-body-text: ▬▬▬ ▬▬▬▬ ▬▬ ▬▬▬▬▬ ▬▬▬ ▬▬▬▬ ▬▬ ▬▬▬▬▬ ▬▬▬ ▬▬▬▬ ▬▬ ▬▬▬▬▬▬ ▬▬▬▬ ▬▬ ▬▬▬▬▬ ▬▬▬ ▬▬▬▬ ▬▬ ▬▬▬▬▬ ▬▬▬ ▬▬▬▬ ▬▬ ▬▬▬▬▬▬ ▬▬▬▬ ▬▬ ▬▬▬▬▬ ▬▬▬ ▬▬▬▬ ▬▬ ▬▬▬▬▬ ▬▬▬ ▬▬▬▬ ▬▬ ▬▬▬: [952, 1542, 1092, 1631]
- ad-headline: R. BRYSON,: [675, 1262, 737, 1273]
- ad-headline: Gardening.: [972, 1760, 1072, 1779]
- ad-body-text: ▬▬▬ ▬▬▬▬ ▬▬ ▬▬▬▬▬ ▬▬▬ ▬▬▬▬ ▬▬ ▬▬▬▬▬ ▬▬▬ ▬▬▬▬ ▬▬ ▬▬▬▬▬▬ ▬▬▬▬ ▬▬ ▬▬▬▬▬ ▬▬▬ ▬▬▬▬ ▬▬ ▬▬▬▬▬ ▬▬▬ ▬▬▬▬ ▬▬ ▬▬▬▬▬▬ ▬▬▬▬ ▬▬ ▬▬▬▬▬ ▬▬▬ ▬▬▬▬ ▬▬ ▬▬▬▬▬ ▬▬▬ ▬▬▬▬ ▬▬ ▬▬▬: [323, 1403, 617, 1442]
- ad-headline: IMPORTANT TO LEGAL MANAGERS: [176, 957, 307, 985]
- divider: [323, 1375, 622, 1376]
- ad-headline: J. F. DAY,: [418, 163, 527, 189]
- ad-headline: SHORTLAND BAZAAR: [661, 919, 751, 947]
- ad-headline: £4 15s Per Ton: [799, 390, 932, 409]
- divider: [323, 1023, 622, 1024]
- ad-body-text: ▬▬▬ ▬▬▬▬ ▬▬ ▬▬▬▬▬ ▬▬▬ ▬▬▬▬ ▬▬ ▬▬▬▬▬ ▬▬▬ ▬▬▬▬ ▬▬ ▬▬▬▬▬▬ ▬▬▬▬ ▬▬ ▬▬▬▬▬ ▬▬▬ ▬▬▬▬ ▬▬ ▬▬▬▬▬ ▬▬▬ ▬▬▬▬ ▬▬ ▬▬▬▬▬▬ ▬▬▬▬ ▬▬ ▬▬▬▬▬ ▬▬▬ ▬▬▬▬ ▬▬ ▬▬▬▬▬ ▬▬▬ ▬▬▬▬ ▬▬ ▬▬▬: [171, 457, 311, 546]
- divider: [633, 1587, 779, 1588]
- divider: [24, 311, 160, 312]
- volume-number: Vol. XII.—No. 3913: [24, 124, 140, 138]
- ad-headline: Oranges and Apples: [965, 434, 1079, 471]
- divider: [633, 642, 779, 643]
- divider: [790, 385, 941, 386]
- ad-body-text: ▬▬▬ ▬▬▬▬ ▬▬ ▬▬▬▬▬ ▬▬▬ ▬▬▬▬ ▬▬ ▬▬▬▬▬ ▬▬▬ ▬▬▬▬ ▬▬ ▬▬▬▬▬▬ ▬▬▬▬ ▬▬ ▬▬▬▬▬ ▬▬▬ ▬▬▬▬ ▬▬ ▬▬▬▬▬ ▬▬▬ ▬▬▬▬ ▬▬ ▬▬▬▬▬▬ ▬▬▬▬ ▬▬ ▬▬▬▬▬ ▬▬▬ ▬▬▬▬ ▬▬ ▬▬▬▬▬ ▬▬▬ ▬▬▬▬ ▬▬ ▬▬▬: [633, 1275, 776, 1354]
- divider: [323, 744, 622, 745]
- ad-headline: Get your 3s. TEA at McGOWAN'S;: [385, 818, 560, 829]
- column-6: [948, 146, 1096, 1884]
- ad-body-text: ▬▬▬ ▬▬▬▬ ▬▬ ▬▬▬▬▬ ▬▬▬ ▬▬▬▬ ▬▬ ▬▬▬▬▬ ▬▬▬ ▬▬▬▬ ▬▬ ▬▬▬▬▬▬ ▬▬▬▬ ▬▬ ▬▬▬▬▬ ▬▬▬ ▬▬▬▬ ▬▬ ▬▬▬▬▬ ▬▬▬ ▬▬▬▬ ▬▬ ▬▬▬▬▬▬ ▬▬▬▬ ▬▬ ▬▬▬▬▬ ▬▬▬ ▬▬▬▬ ▬▬ ▬▬▬▬▬ ▬▬▬ ▬▬▬▬ ▬▬ ▬▬▬: [171, 589, 311, 678]
- ad-body-text: ▬▬▬ ▬▬▬▬ ▬▬ ▬▬▬▬▬ ▬▬▬ ▬▬▬▬ ▬▬ ▬▬▬▬▬ ▬▬▬ ▬▬▬▬ ▬▬ ▬▬▬▬▬▬ ▬▬▬▬ ▬▬ ▬▬▬▬▬ ▬▬▬ ▬▬▬▬ ▬▬ ▬▬▬▬▬ ▬▬▬ ▬▬▬▬ ▬▬ ▬▬▬▬▬▬ ▬▬▬▬ ▬▬ ▬▬▬▬▬ ▬▬▬ ▬▬▬▬ ▬▬ ▬▬▬▬▬ ▬▬▬ ▬▬▬▬ ▬▬ ▬▬▬: [952, 1016, 1092, 1105]
- column-heading: General Notices: [171, 146, 312, 160]
- divider: [24, 720, 160, 721]
- column-4: [629, 146, 792, 1884]
- divider: [790, 735, 941, 736]
- ad-headline: Buy your Cheese at McGowan's: [332, 676, 613, 695]
- divider: [952, 1370, 1092, 1371]
- ad-body-text: ▬▬▬ ▬▬▬▬ ▬▬ ▬▬▬▬▬ ▬▬▬ ▬▬▬▬ ▬▬ ▬▬▬▬▬ ▬▬▬ ▬▬▬▬ ▬▬ ▬▬▬▬▬▬ ▬▬▬▬ ▬▬ ▬▬▬▬▬ ▬▬▬ ▬▬▬▬ ▬▬ ▬▬▬▬▬ ▬▬▬ ▬▬▬▬ ▬▬ ▬▬▬▬▬▬ ▬▬▬▬ ▬▬ ▬▬▬▬▬ ▬▬▬ ▬▬▬▬ ▬▬ ▬▬▬▬▬ ▬▬▬ ▬▬▬▬ ▬▬ ▬▬▬: [323, 1051, 617, 1090]
- ad-body-text: ▬▬▬ ▬▬▬▬ ▬▬ ▬▬▬▬▬ ▬▬▬ ▬▬▬▬ ▬▬ ▬▬▬▬▬ ▬▬▬ ▬▬▬▬ ▬▬ ▬▬▬▬▬▬ ▬▬▬▬ ▬▬ ▬▬▬▬▬ ▬▬▬ ▬▬▬▬ ▬▬ ▬▬▬▬▬ ▬▬▬ ▬▬▬▬ ▬▬ ▬▬▬▬▬▬ ▬▬▬▬ ▬▬ ▬▬▬▬▬ ▬▬▬ ▬▬▬▬ ▬▬ ▬▬▬▬▬ ▬▬▬ ▬▬▬▬ ▬▬ ▬▬▬: [952, 593, 1092, 682]
- ad-body-text: ▬▬▬ ▬▬▬▬ ▬▬ ▬▬▬▬▬ ▬▬▬ ▬▬▬▬ ▬▬ ▬▬▬▬▬ ▬▬▬ ▬▬▬▬ ▬▬ ▬▬▬▬▬▬ ▬▬▬▬ ▬▬ ▬▬▬▬▬ ▬▬▬ ▬▬▬▬ ▬▬ ▬▬▬▬▬ ▬▬▬ ▬▬▬▬ ▬▬ ▬▬▬▬▬▬ ▬▬▬▬ ▬▬ ▬▬▬▬▬ ▬▬▬ ▬▬▬▬ ▬▬ ▬▬▬▬▬ ▬▬▬ ▬▬▬▬ ▬▬ ▬▬▬: [323, 1330, 617, 1369]
- divider: [323, 1307, 622, 1308]
- ad-body-text: ▬▬▬ ▬▬▬▬ ▬▬ ▬▬▬▬▬ ▬▬▬ ▬▬▬▬ ▬▬ ▬▬▬▬▬ ▬▬▬ ▬▬▬▬ ▬▬ ▬▬▬▬▬▬ ▬▬▬▬ ▬▬ ▬▬▬▬▬ ▬▬▬ ▬▬▬▬ ▬▬ ▬▬▬▬▬ ▬▬▬ ▬▬▬▬ ▬▬ ▬▬▬▬▬▬ ▬▬▬▬ ▬▬ ▬▬▬▬▬ ▬▬▬ ▬▬▬▬ ▬▬ ▬▬▬▬▬ ▬▬▬ ▬▬▬▬ ▬▬ ▬▬▬: [24, 625, 158, 714]
- column-3: [319, 146, 627, 1884]
- divider: [171, 429, 312, 430]
- ad-headline: Maize, Wood's Flour and Bran,: [369, 750, 576, 764]
- ad-body-text: ▬▬▬ ▬▬▬▬ ▬▬ ▬▬▬▬▬ ▬▬▬ ▬▬▬▬ ▬▬ ▬▬▬▬▬ ▬▬▬ ▬▬▬▬ ▬▬ ▬▬▬▬▬▬ ▬▬▬▬ ▬▬ ▬▬▬▬▬ ▬▬▬ ▬▬▬▬ ▬▬ ▬▬▬▬▬ ▬▬▬ ▬▬▬▬ ▬▬ ▬▬▬▬▬▬ ▬▬▬▬ ▬▬ ▬▬▬▬▬ ▬▬▬ ▬▬▬▬ ▬▬ ▬▬▬▬▬ ▬▬▬ ▬▬▬▬ ▬▬ ▬▬▬: [323, 479, 617, 518]
- ad-headline: McGOWAN'S!: [388, 529, 557, 555]
- ad-headline: CENTRAL CHEAP MART,: [957, 694, 1087, 705]
- divider: [24, 1503, 160, 1504]
- ad-headline: R. WISEMAN, TAILOR,: [396, 398, 549, 412]
- ad-headline: HAY!: [834, 163, 897, 189]
- ad-body-text: ▬▬▬ ▬▬▬▬ ▬▬ ▬▬▬▬▬ ▬▬▬ ▬▬▬▬ ▬▬ ▬▬▬▬▬ ▬▬▬ ▬▬▬▬ ▬▬ ▬▬▬▬▬▬ ▬▬▬▬ ▬▬ ▬▬▬▬▬ ▬▬▬ ▬▬▬▬ ▬▬ ▬▬▬▬▬ ▬▬▬ ▬▬▬▬ ▬▬ ▬▬▬▬▬▬ ▬▬▬▬ ▬▬ ▬▬▬▬▬ ▬▬▬ ▬▬▬▬ ▬▬ ▬▬▬▬▬ ▬▬▬ ▬▬▬▬ ▬▬ ▬▬▬: [633, 661, 776, 740]
- ad-headline: NOTICE!: [417, 1233, 528, 1259]
- divider: [323, 812, 622, 813]
- ad-body-text: ▬▬▬ ▬▬▬▬ ▬▬ ▬▬▬▬▬ ▬▬▬ ▬▬▬▬ ▬▬ ▬▬▬▬▬ ▬▬▬ ▬▬▬▬ ▬▬ ▬▬▬▬▬▬ ▬▬▬▬ ▬▬ ▬▬▬▬▬ ▬▬▬ ▬▬▬▬ ▬▬ ▬▬▬▬▬ ▬▬▬ ▬▬▬▬ ▬▬ ▬▬▬▬▬▬ ▬▬▬▬ ▬▬ ▬▬▬▬▬ ▬▬▬ ▬▬▬▬ ▬▬ ▬▬▬▬▬ ▬▬▬ ▬▬▬▬ ▬▬ ▬▬▬: [633, 1394, 776, 1473]
- divider: [952, 979, 1092, 980]
- ad-headline: JAMES RENSHAW'S:: [47, 594, 137, 622]
- ad-body-text: ▬▬▬ ▬▬▬▬ ▬▬ ▬▬▬▬▬ ▬▬▬ ▬▬▬▬ ▬▬ ▬▬▬▬▬ ▬▬▬ ▬▬▬▬ ▬▬ ▬▬▬▬▬▬ ▬▬▬▬ ▬▬ ▬▬▬▬▬ ▬▬▬ ▬▬▬▬ ▬▬ ▬▬▬▬▬ ▬▬▬ ▬▬▬▬ ▬▬ ▬▬▬▬▬▬ ▬▬▬▬ ▬▬ ▬▬▬▬▬ ▬▬▬ ▬▬▬▬ ▬▬ ▬▬▬▬▬ ▬▬▬ ▬▬▬▬ ▬▬ ▬▬▬: [323, 978, 617, 1017]
- ad-body-text: ▬▬▬ ▬▬▬▬ ▬▬ ▬▬▬▬▬ ▬▬▬ ▬▬▬▬ ▬▬ ▬▬▬▬▬ ▬▬▬ ▬▬▬▬ ▬▬ ▬▬▬▬▬▬ ▬▬▬▬ ▬▬ ▬▬▬▬▬ ▬▬▬ ▬▬▬▬ ▬▬ ▬▬▬▬▬ ▬▬▬ ▬▬▬▬ ▬▬ ▬▬▬▬▬▬ ▬▬▬▬ ▬▬ ▬▬▬▬▬ ▬▬▬ ▬▬▬▬ ▬▬ ▬▬▬▬▬ ▬▬▬ ▬▬▬▬ ▬▬ ▬▬▬: [24, 493, 158, 582]
- ad-headline: J. A. Barber & Co.,: [30, 1110, 154, 1147]
- ad-body-text: ▬▬▬ ▬▬▬▬ ▬▬ ▬▬▬▬▬ ▬▬▬ ▬▬▬▬ ▬▬ ▬▬▬▬▬ ▬▬▬ ▬▬▬▬ ▬▬ ▬▬▬▬▬▬ ▬▬▬▬ ▬▬ ▬▬▬▬▬ ▬▬▬ ▬▬▬▬ ▬▬ ▬▬▬▬▬ ▬▬▬ ▬▬▬▬ ▬▬ ▬▬▬▬▬▬ ▬▬▬▬ ▬▬ ▬▬▬▬▬ ▬▬▬ ▬▬▬▬ ▬▬ ▬▬▬▬▬ ▬▬▬ ▬▬▬▬ ▬▬ ▬▬▬: [790, 650, 933, 729]
- ad-headline: 80: [1013, 317, 1031, 331]
- ad-headline: MONTRE A CYLINDRE.: [180, 690, 303, 701]
- ad-body-text: ▬▬▬ ▬▬▬▬ ▬▬ ▬▬▬▬▬ ▬▬▬ ▬▬▬▬ ▬▬ ▬▬▬▬▬ ▬▬▬ ▬▬▬▬ ▬▬ ▬▬▬▬▬▬ ▬▬▬▬ ▬▬ ▬▬▬▬▬ ▬▬▬ ▬▬▬▬ ▬▬ ▬▬▬▬▬ ▬▬▬ ▬▬▬▬ ▬▬ ▬▬▬▬▬▬ ▬▬▬▬ ▬▬ ▬▬▬▬▬ ▬▬▬ ▬▬▬▬ ▬▬ ▬▬▬▬▬ ▬▬▬ ▬▬▬▬ ▬▬ ▬▬▬: [24, 334, 158, 423]
- masthead: [0, 0, 1114, 112]
- issue-date: THE THAMES, THURSDAY, JULY 14, 1881.: [431, 124, 696, 138]
- ad-headline: Hotels: [825, 740, 906, 766]
- ad-body-text: ▬▬▬ ▬▬▬▬ ▬▬ ▬▬▬▬▬ ▬▬▬ ▬▬▬▬ ▬▬ ▬▬▬▬▬ ▬▬▬ ▬▬▬▬ ▬▬ ▬▬▬▬▬▬ ▬▬▬▬ ▬▬ ▬▬▬▬▬ ▬▬▬ ▬▬▬▬ ▬▬ ▬▬▬▬▬ ▬▬▬ ▬▬▬▬ ▬▬ ▬▬▬▬▬▬ ▬▬▬▬ ▬▬ ▬▬▬▬▬ ▬▬▬ ▬▬▬▬ ▬▬ ▬▬▬▬▬ ▬▬▬ ▬▬▬▬ ▬▬ ▬▬▬: [24, 216, 158, 305]
- divider: [790, 1093, 941, 1094]
- ad-body-text: ▬▬▬ ▬▬▬▬ ▬▬ ▬▬▬▬▬ ▬▬▬ ▬▬▬▬ ▬▬ ▬▬▬▬▬ ▬▬▬ ▬▬▬▬ ▬▬ ▬▬▬▬▬▬ ▬▬▬▬ ▬▬ ▬▬▬▬▬ ▬▬▬ ▬▬▬▬ ▬▬ ▬▬▬▬▬ ▬▬▬ ▬▬▬▬ ▬▬ ▬▬▬▬▬▬ ▬▬▬▬ ▬▬ ▬▬▬▬▬ ▬▬▬ ▬▬▬▬ ▬▬ ▬▬▬▬▬ ▬▬▬ ▬▬▬▬ ▬▬ ▬▬▬: [952, 475, 1092, 564]
- ad-body-text: ▬▬▬ ▬▬▬▬ ▬▬ ▬▬▬▬▬ ▬▬▬ ▬▬▬▬ ▬▬ ▬▬▬▬▬ ▬▬▬ ▬▬▬▬ ▬▬ ▬▬▬▬▬▬ ▬▬▬▬ ▬▬ ▬▬▬▬▬ ▬▬▬ ▬▬▬▬ ▬▬ ▬▬▬▬▬ ▬▬▬ ▬▬▬▬ ▬▬ ▬▬▬▬▬▬ ▬▬▬▬ ▬▬ ▬▬▬▬▬ ▬▬▬ ▬▬▬▬ ▬▬ ▬▬▬▬▬ ▬▬▬ ▬▬▬▬ ▬▬ ▬▬▬: [633, 300, 776, 379]
- divider: [171, 1370, 312, 1371]
- divider: [633, 913, 779, 914]
- ad-body-text: ▬▬▬ ▬▬▬▬ ▬▬ ▬▬▬▬▬ ▬▬▬ ▬▬▬▬ ▬▬ ▬▬▬▬▬ ▬▬▬ ▬▬▬▬ ▬▬ ▬▬▬▬▬▬ ▬▬▬▬ ▬▬ ▬▬▬▬▬ ▬▬▬ ▬▬▬▬ ▬▬ ▬▬▬▬▬ ▬▬▬ ▬▬▬▬ ▬▬ ▬▬▬▬▬▬ ▬▬▬▬ ▬▬ ▬▬▬▬▬ ▬▬▬ ▬▬▬▬ ▬▬ ▬▬▬▬▬ ▬▬▬ ▬▬▬▬ ▬▬ ▬▬▬: [171, 334, 311, 423]
- ad-body-text: ▬▬▬ ▬▬▬▬ ▬▬ ▬▬▬▬▬ ▬▬▬ ▬▬▬▬ ▬▬ ▬▬▬▬▬ ▬▬▬ ▬▬▬▬ ▬▬ ▬▬▬▬▬▬ ▬▬▬▬ ▬▬ ▬▬▬▬▬ ▬▬▬ ▬▬▬▬ ▬▬ ▬▬▬▬▬ ▬▬▬ ▬▬▬▬ ▬▬ ▬▬▬▬▬▬ ▬▬▬▬ ▬▬ ▬▬▬▬▬ ▬▬▬ ▬▬▬▬ ▬▬ ▬▬▬▬▬ ▬▬▬ ▬▬▬▬ ▬▬ ▬▬▬: [24, 1151, 158, 1240]
- ad-body-text: ▬▬▬ ▬▬▬▬ ▬▬ ▬▬▬▬▬ ▬▬▬ ▬▬▬▬ ▬▬ ▬▬▬▬▬ ▬▬▬ ▬▬▬▬ ▬▬ ▬▬▬▬▬▬ ▬▬▬▬ ▬▬ ▬▬▬▬▬ ▬▬▬ ▬▬▬▬ ▬▬ ▬▬▬▬▬ ▬▬▬ ▬▬▬▬ ▬▬ ▬▬▬▬▬▬ ▬▬▬▬ ▬▬ ▬▬▬▬▬ ▬▬▬ ▬▬▬▬ ▬▬ ▬▬▬▬▬ ▬▬▬ ▬▬▬▬ ▬▬ ▬▬▬: [323, 699, 617, 738]
- ad-body-text: ▬▬▬ ▬▬▬▬ ▬▬ ▬▬▬▬▬ ▬▬▬ ▬▬▬▬ ▬▬ ▬▬▬▬▬ ▬▬▬ ▬▬▬▬ ▬▬ ▬▬▬▬▬▬ ▬▬▬▬ ▬▬ ▬▬▬▬▬ ▬▬▬ ▬▬▬▬ ▬▬ ▬▬▬▬▬ ▬▬▬ ▬▬▬▬ ▬▬ ▬▬▬▬▬▬ ▬▬▬▬ ▬▬ ▬▬▬▬▬ ▬▬▬ ▬▬▬▬ ▬▬ ▬▬▬▬▬ ▬▬▬ ▬▬▬▬ ▬▬ ▬▬▬: [323, 767, 617, 806]
- ad-body-text: ▬▬▬ ▬▬▬▬ ▬▬ ▬▬▬▬▬ ▬▬▬ ▬▬▬▬ ▬▬ ▬▬▬▬▬ ▬▬▬ ▬▬▬▬ ▬▬ ▬▬▬▬▬▬ ▬▬▬▬ ▬▬ ▬▬▬▬▬ ▬▬▬ ▬▬▬▬ ▬▬ ▬▬▬▬▬ ▬▬▬ ▬▬▬▬ ▬▬ ▬▬▬▬▬▬ ▬▬▬▬ ▬▬ ▬▬▬▬▬ ▬▬▬ ▬▬▬▬ ▬▬ ▬▬▬▬▬ ▬▬▬ ▬▬▬▬ ▬▬ ▬▬▬: [171, 703, 311, 792]
- divider: [633, 277, 779, 278]
- ad-headline: 3s TEA at McGowan's.: [336, 881, 609, 907]
- ad-headline: Fruit Trees for Sale.: [24, 839, 160, 889]
- divider: [633, 1479, 779, 1480]
- ad-headline: CITY FLOUR MILLS.: [403, 1102, 542, 1116]
- ad-headline: COAL, FIREWOOD,: [408, 1454, 537, 1468]
- divider: [952, 1755, 1092, 1756]
- divider: [790, 1201, 941, 1202]
- ad-headline: J. E. HANSEN'S: [189, 317, 294, 331]
- divider: [24, 834, 160, 835]
- ad-body-text: ▬▬▬ ▬▬▬▬ ▬▬ ▬▬▬▬▬ ▬▬▬ ▬▬▬▬ ▬▬ ▬▬▬▬▬ ▬▬▬ ▬▬▬▬ ▬▬ ▬▬▬▬▬▬ ▬▬▬▬ ▬▬ ▬▬▬▬▬ ▬▬▬ ▬▬▬▬ ▬▬ ▬▬▬▬▬ ▬▬▬ ▬▬▬▬ ▬▬ ▬▬▬▬▬▬ ▬▬▬▬ ▬▬ ▬▬▬▬▬ ▬▬▬ ▬▬▬▬ ▬▬ ▬▬▬▬▬ ▬▬▬ ▬▬▬▬ ▬▬ ▬▬▬: [790, 192, 933, 271]
- ad-headline: W. BOBBETT,: [427, 1313, 518, 1327]
- ad-body-text: ▬▬▬ ▬▬▬▬ ▬▬ ▬▬▬▬▬ ▬▬▬ ▬▬▬▬ ▬▬ ▬▬▬▬▬ ▬▬▬ ▬▬▬▬ ▬▬ ▬▬▬▬▬▬ ▬▬▬▬ ▬▬ ▬▬▬▬▬ ▬▬▬ ▬▬▬▬ ▬▬ ▬▬▬▬▬ ▬▬▬ ▬▬▬▬ ▬▬ ▬▬▬▬▬▬ ▬▬▬▬ ▬▬ ▬▬▬▬▬ ▬▬▬ ▬▬▬▬ ▬▬ ▬▬▬▬▬ ▬▬▬ ▬▬▬▬ ▬▬ ▬▬▬: [323, 415, 617, 454]
- ad-headline: 3s TEA: [449, 609, 496, 623]
- column-2: [167, 146, 317, 1884]
- divider: [952, 311, 1092, 312]
- divider: [633, 1148, 779, 1149]
- ad-headline: W. J. PALMER,: [44, 993, 140, 1007]
- divider: [952, 1878, 1092, 1879]
- divider: [323, 671, 622, 672]
- ad-headline: CHEAP PRICE LIST,: [977, 807, 1067, 881]
- divider: [323, 460, 622, 461]
- column-heading: General Notices: [323, 146, 622, 160]
- ad-headline: COFFEE ROOMS: [649, 540, 763, 554]
- divider: [952, 1111, 1092, 1112]
- ad-body-text: ▬▬▬ ▬▬▬▬ ▬▬ ▬▬▬▬▬ ▬▬▬ ▬▬▬▬ ▬▬ ▬▬▬▬▬ ▬▬▬ ▬▬▬▬ ▬▬ ▬▬▬▬▬▬ ▬▬▬▬ ▬▬ ▬▬▬▬▬ ▬▬▬ ▬▬▬▬ ▬▬ ▬▬▬▬▬ ▬▬▬ ▬▬▬▬ ▬▬ ▬▬▬▬▬▬ ▬▬▬▬ ▬▬ ▬▬▬▬▬ ▬▬▬ ▬▬▬▬ ▬▬ ▬▬▬▬▬ ▬▬▬ ▬▬▬▬ ▬▬ ▬▬▬: [24, 1283, 158, 1372]
- ad-headline: PAH STORE,: [59, 726, 125, 737]
- ad-body-text: ▬▬▬ ▬▬▬▬ ▬▬ ▬▬▬▬▬ ▬▬▬ ▬▬▬▬ ▬▬ ▬▬▬▬▬ ▬▬▬ ▬▬▬▬ ▬▬ ▬▬▬▬▬▬ ▬▬▬▬ ▬▬ ▬▬▬▬▬ ▬▬▬ ▬▬▬▬ ▬▬ ▬▬▬▬▬ ▬▬▬ ▬▬▬▬ ▬▬ ▬▬▬▬▬▬ ▬▬▬▬ ▬▬ ▬▬▬▬▬ ▬▬▬ ▬▬▬▬ ▬▬ ▬▬▬▬▬ ▬▬▬ ▬▬▬▬ ▬▬ ▬▬▬: [633, 1171, 776, 1250]
- divider: [323, 876, 622, 877]
